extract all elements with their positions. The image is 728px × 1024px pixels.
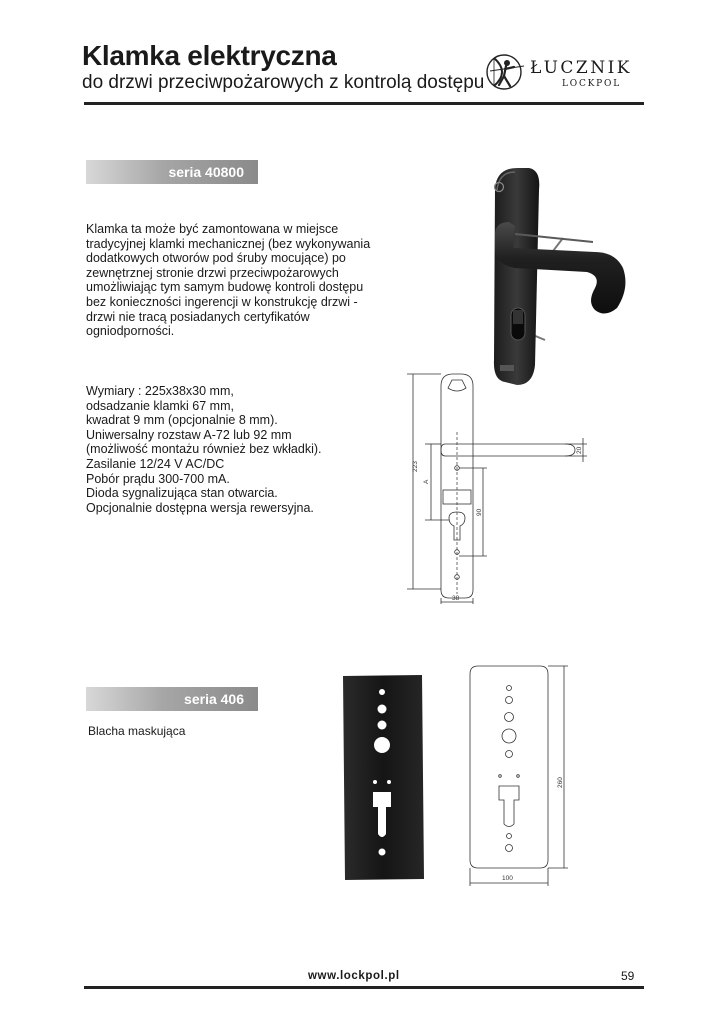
page-number: 59 <box>621 969 635 983</box>
electric-handle-photo <box>455 160 635 400</box>
dimension-width-label: 38 <box>452 595 460 602</box>
plate-width-label: 100 <box>502 875 513 882</box>
plate-height-label: 260 <box>557 777 564 788</box>
logo-wordmark: ŁUCZNIK <box>530 58 633 78</box>
series-40800-banner: seria 40800 <box>86 160 258 184</box>
spec-line: Dioda sygnalizująca stan otwarcia. <box>86 486 278 501</box>
spec-line: Zasilanie 12/24 V AC/DC <box>86 456 225 471</box>
spec-line: Pobór prądu 300-700 mA. <box>86 471 230 486</box>
dimension-height-label: 223 <box>412 461 419 472</box>
series-406-banner: seria 406 <box>86 687 258 711</box>
spec-line: Opcjonalnie dostępna wersja rewersyjna. <box>86 500 314 515</box>
specifications-list <box>86 384 376 515</box>
footer-website: www.lockpol.pl <box>308 970 400 982</box>
page-subtitle: do drzwi przeciwpożarowych z kontrolą dostępu <box>82 72 485 93</box>
mask-plate-photo <box>340 672 425 882</box>
spec-line: Uniwersalny rozstaw A-72 lub 92 mm <box>86 427 292 442</box>
dimension-handle-label: 20 <box>576 446 583 454</box>
handle-technical-drawing <box>405 372 605 610</box>
spec-line: kwadrat 9 mm (opcjonalnie 8 mm). <box>86 413 278 428</box>
logo-subtitle: LOCKPOL <box>562 79 621 89</box>
dimension-spacing-label: 90 <box>476 508 483 516</box>
header-divider <box>84 102 644 105</box>
dimension-a-label: A <box>423 479 430 484</box>
mask-plate-technical-drawing <box>462 664 577 888</box>
spec-line: (możliwość montażu również bez wkładki). <box>86 442 322 457</box>
page-title: Klamka elektryczna <box>82 40 337 71</box>
spec-line: Wymiary : 225x38x30 mm, <box>86 384 234 398</box>
product-description: Klamka ta może być zamontowana w miejsce tradycyjnej klamki mechanicznej (bez wykonywania dodatkowych otworów pod śruby mocujące) po zewnętrznej stronie drzwi przeciwpożarowych umożliwiając tym samym budowę kontroli dostępu bez konieczności ingerencji w konstrukcję drzwi - drzwi nie tracą posiadanych certyfikatów ogniodporności. <box>86 222 371 339</box>
mask-plate-caption: Blacha maskująca <box>88 724 186 738</box>
footer-divider <box>84 986 644 989</box>
spec-line: odsadzanie klamki 67 mm, <box>86 398 234 413</box>
